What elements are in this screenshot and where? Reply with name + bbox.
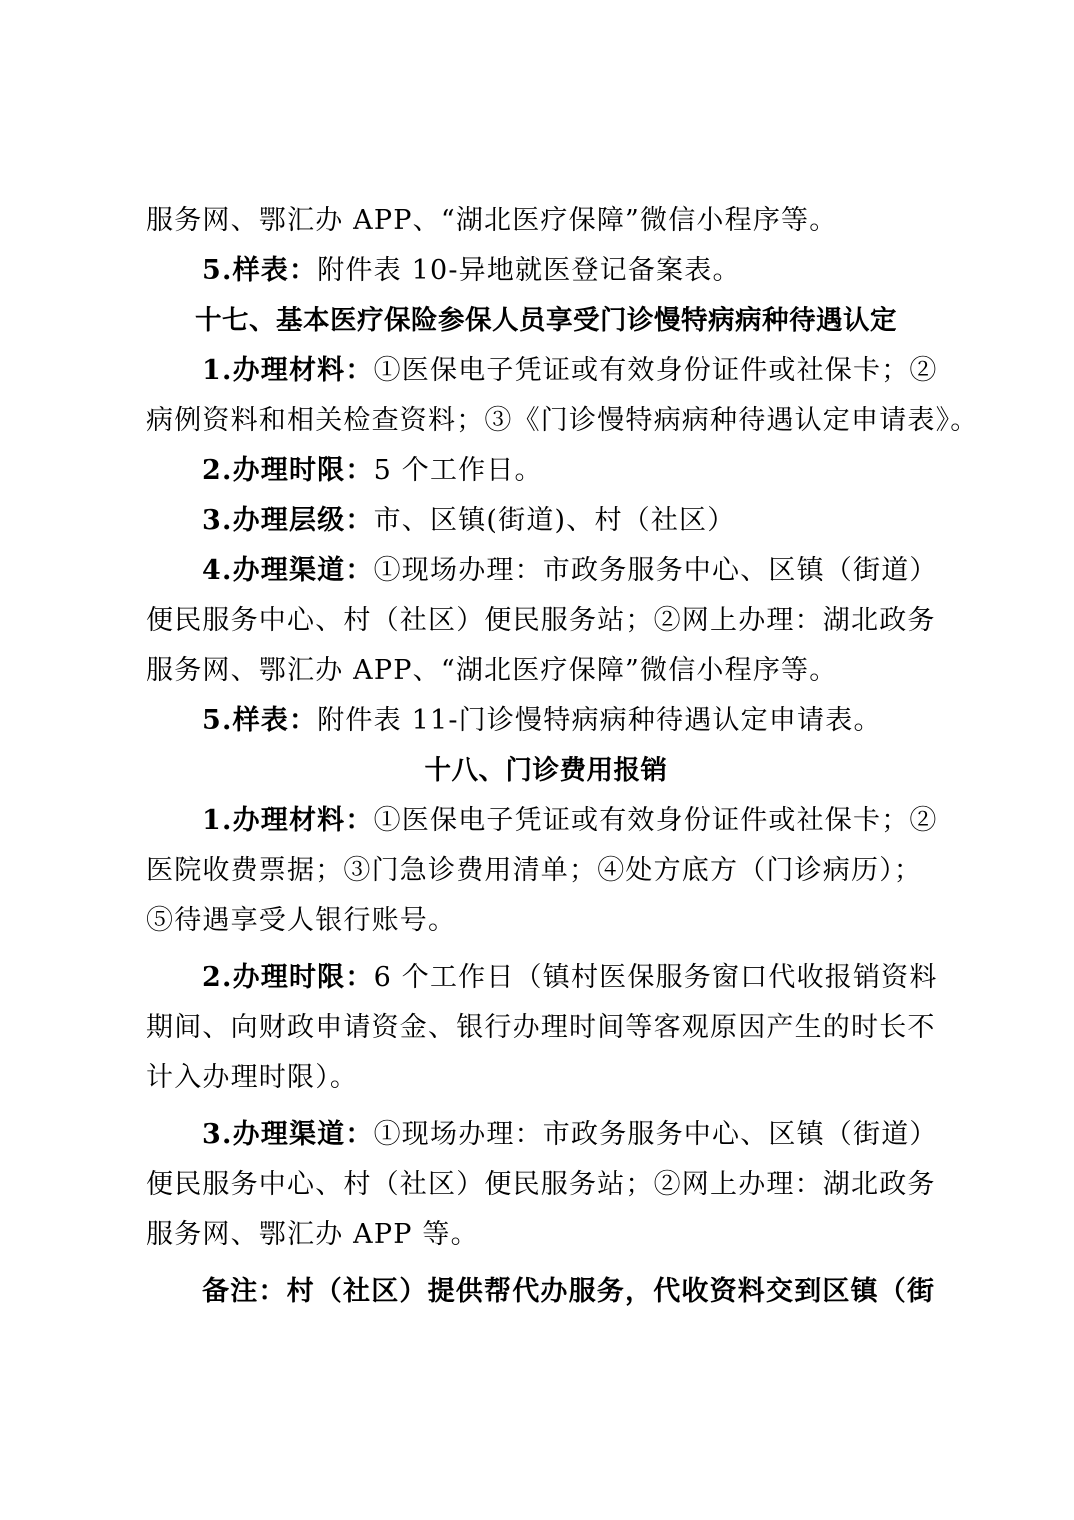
text-line: 期间、向财政申请资金、银行办理时间等客观原因产生的时长不 <box>146 1012 936 1043</box>
item-label: 2.办理时限： <box>202 455 374 486</box>
text-line: 服务网、鄂汇办 APP、“湖北医疗保障”微信小程序等。 <box>146 655 838 686</box>
item-text: ①医保电子凭证或有效身份证件或社保卡；② <box>373 805 938 836</box>
text-line: 病例资料和相关检查资料；③《门诊慢特病病种待遇认定申请表》。 <box>146 405 979 436</box>
item-text: ①现场办理：市政务服务中心、区镇（街道） <box>373 1119 938 1150</box>
section-heading-18: 十八、门诊费用报销 <box>424 755 668 786</box>
item-text: ①现场办理：市政务服务中心、区镇（街道） <box>373 555 938 586</box>
item-label: 1.办理材料： <box>202 805 374 836</box>
item-text: 5 个工作日。 <box>373 455 543 486</box>
item-label: 3.办理渠道： <box>202 1119 374 1150</box>
text-line <box>146 796 946 846</box>
item-label: 1.办理材料： <box>202 355 374 386</box>
text-line: ⑤待遇享受人银行账号。 <box>146 905 457 936</box>
text-line: 便民服务中心、村（社区）便民服务站；②网上办理：湖北政务 <box>146 1169 936 1200</box>
item-text: 6 个工作日（镇村医保服务窗口代收报销资料 <box>373 962 938 993</box>
text-line: 服务网、鄂汇办 APP 等。 <box>146 1219 479 1250</box>
text-line <box>146 546 946 596</box>
text-line: 医院收费票据；③门急诊费用清单；④处方底方（门诊病历）； <box>146 855 923 886</box>
paragraph-gap <box>146 1103 946 1110</box>
item-text: ①医保电子凭证或有效身份证件或社保卡；② <box>373 355 938 386</box>
item-label: 5.样表： <box>202 705 318 736</box>
text-line <box>146 696 946 746</box>
text-line: 便民服务中心、村（社区）便民服务站；②网上办理：湖北政务 <box>146 605 936 636</box>
text-line <box>146 1110 946 1160</box>
text-line <box>146 246 946 296</box>
item-label: 3.办理层级： <box>202 505 374 536</box>
text-line <box>146 496 946 546</box>
text-line <box>146 346 946 396</box>
text-line <box>146 953 946 1003</box>
item-text: 附件表 10-异地就医登记备案表。 <box>317 255 741 286</box>
document-body <box>146 196 979 1317</box>
item-label: 2.办理时限： <box>202 962 374 993</box>
paragraph-gap <box>146 946 946 953</box>
text-line: 计入办理时限）。 <box>146 1062 359 1093</box>
item-text: 附件表 11-门诊慢特病病种待遇认定申请表。 <box>317 705 882 736</box>
text-line <box>146 446 946 496</box>
paragraph-gap <box>146 1260 946 1267</box>
text-line: 服务网、鄂汇办 APP、“湖北医疗保障”微信小程序等。 <box>146 205 838 236</box>
remark-line: 备注：村（社区）提供帮代办服务，代收资料交到区镇（街 <box>202 1276 936 1307</box>
item-label: 5.样表： <box>202 255 318 286</box>
item-text: 市、区镇(街道)、村（社区） <box>373 505 736 536</box>
item-label: 4.办理渠道： <box>202 555 374 586</box>
section-heading-17: 十七、基本医疗保险参保人员享受门诊慢特病病种待遇认定 <box>195 305 897 336</box>
